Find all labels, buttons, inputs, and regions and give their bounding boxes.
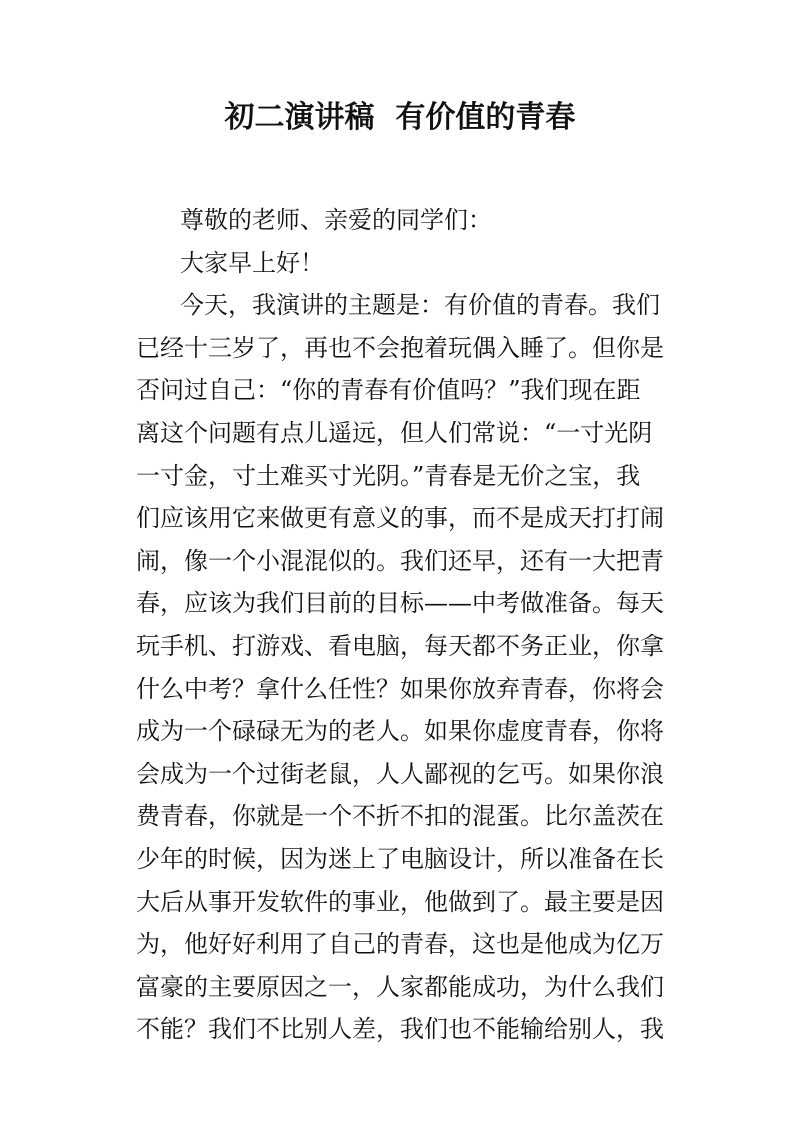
paragraph-line: 富豪的主要原因之一，人家都能成功，为什么我们 xyxy=(136,972,664,1001)
paragraph-line: 一寸金，寸土难买寸光阴。”青春是无价之宝，我 xyxy=(136,461,641,490)
paragraph-line: 们应该用它来做更有意义的事，而不是成天打打闹 xyxy=(136,504,664,533)
greeting-line: 大家早上好！ xyxy=(180,248,324,277)
paragraph-line: 已经十三岁了，再也不会抱着玩偶入睡了。但你是 xyxy=(136,333,664,362)
paragraph-line: 春，应该为我们目前的目标——中考做准备。每天 xyxy=(136,589,664,618)
paragraph-line: 离这个问题有点儿遥远，但人们常说：“一寸光阴 xyxy=(136,418,653,447)
paragraph-line: 为，他好好利用了自己的青春，这也是他成为亿万 xyxy=(136,930,664,959)
paragraph-line: 费青春，你就是一个不折不扣的混蛋。比尔盖茨在 xyxy=(136,802,664,831)
document-body xyxy=(136,199,666,1051)
paragraph-line: 否问过自己：“你的青春有价值吗？”我们现在距 xyxy=(136,376,641,405)
paragraph-line: 大后从事开发软件的事业，他做到了。最主要是因 xyxy=(136,887,664,916)
paragraph-line: 会成为一个过街老鼠，人人鄙视的乞丐。如果你浪 xyxy=(136,759,664,788)
salutation-line: 尊敬的老师、亲爱的同学们： xyxy=(180,206,492,234)
paragraph-line: 今天，我演讲的主题是：有价值的青春。我们 xyxy=(180,291,660,320)
paragraph-line: 玩手机、打游戏、看电脑，每天都不务正业，你拿 xyxy=(136,631,664,660)
paragraph-line: 闹，像一个小混混似的。我们还早，还有一大把青 xyxy=(136,546,664,575)
paragraph-line: 成为一个碌碌无为的老人。如果你虚度青春，你将 xyxy=(136,717,664,746)
paragraph-line: 不能？我们不比别人差，我们也不能输给别人，我 xyxy=(136,1015,664,1044)
document-title: 初二演讲稿 有价值的青春 xyxy=(224,100,576,135)
paragraph-line: 什么中考？拿什么任性？如果你放弃青春，你将会 xyxy=(136,674,664,703)
paragraph-line: 少年的时候，因为迷上了电脑设计，所以准备在长 xyxy=(136,844,664,873)
